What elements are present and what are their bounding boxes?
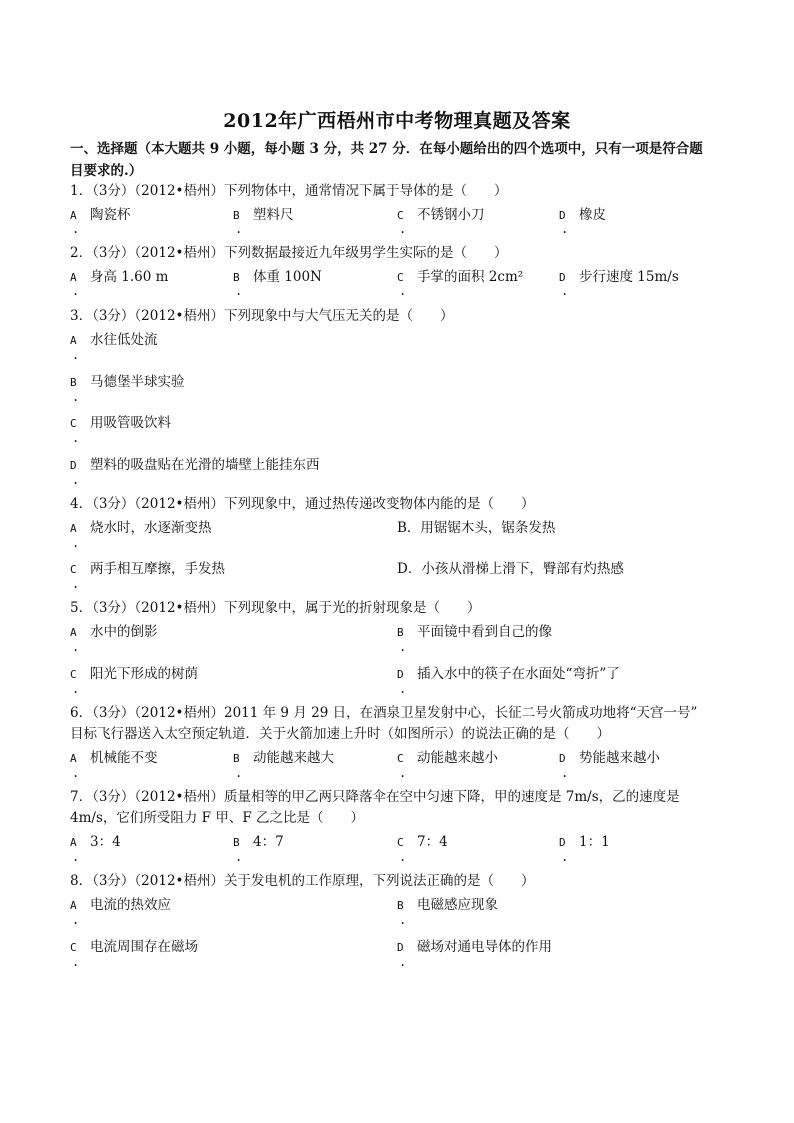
option-dot: . xyxy=(72,390,80,404)
option-dot: . xyxy=(235,850,243,864)
option-dot: . xyxy=(72,431,80,445)
question-3-stem: 3．（3分）（2012•梧州）下列现象中与大气压无关的是（ ） xyxy=(70,308,454,324)
question-2-option-c: C 手掌的面积 2cm² xyxy=(397,269,524,285)
question-8-stem: 8．（3分）（2012•梧州）关于发电机的工作原理，下列说法正确的是（ ） xyxy=(70,873,535,889)
question-6-stem-line2: 目标飞行器送入太空预定轨道．关于火箭加速上升时（如图所示）的说法正确的是（ ） xyxy=(70,726,610,742)
section-heading-line1: 一、选择题（本大题共 9 小题，每小题 3 分，共 27 分．在每小题给出的四个选项中，只有一项是符合题 xyxy=(70,141,703,157)
option-dot: . xyxy=(72,222,80,236)
question-3-option-c: C 用吸管吸饮料 xyxy=(70,415,171,431)
option-dot: . xyxy=(399,955,407,969)
question-5-option-b: B 平面镜中看到自己的像 xyxy=(397,624,552,640)
question-6-option-a: A 机械能不变 xyxy=(70,750,158,766)
question-2-option-b: B 体重 100N xyxy=(233,269,322,285)
question-4-option-c: C 两手相互摩擦，手发热 xyxy=(70,561,225,577)
option-dot: . xyxy=(72,473,80,487)
option-dot: . xyxy=(399,766,407,780)
question-5-option-a: A 水中的倒影 xyxy=(70,624,158,640)
section-heading xyxy=(70,138,730,182)
option-dot: . xyxy=(561,850,569,864)
question-3-option-b: B 马德堡半球实验 xyxy=(70,374,185,390)
option-dot: . xyxy=(72,913,80,927)
question-7-stem-line2: 4m/s，它们所受阻力 F 甲、F 乙之比是（ ） xyxy=(70,810,364,826)
question-6-stem-line1: 6．（3分）（2012•梧州）2011 年 9 月 29 日，在酒泉卫星发射中心，长征二号火箭成功地将“天宫一号” xyxy=(70,705,698,721)
question-8-option-c: C 电流周围存在磁场 xyxy=(70,939,198,955)
option-dot: . xyxy=(72,766,80,780)
question-2-option-a: A 身高 1.60 m xyxy=(70,269,169,285)
question-6-option-c: C 动能越来越小 xyxy=(397,750,498,766)
question-7-option-b: B 4：7 xyxy=(233,834,284,850)
question-7-stem-line1: 7．（3分）（2012•梧州）质量相等的甲乙两只降落伞在空中匀速下降，甲的速度是 7m/s，乙的速度是 xyxy=(70,789,680,805)
question-7-option-d: D 1：1 xyxy=(559,834,610,850)
question-3-option-a: A 水往低处流 xyxy=(70,332,158,348)
option-dot: . xyxy=(399,222,407,236)
question-8-option-a: A 电流的热效应 xyxy=(70,897,171,913)
question-1-option-a: A 陶瓷杯 xyxy=(70,207,131,223)
question-2-option-d: D 步行速度 15m/s xyxy=(559,269,679,285)
question-1-option-d: D 橡皮 xyxy=(559,207,606,223)
option-dot: . xyxy=(399,850,407,864)
question-5-option-d: D 插入水中的筷子在水面处“弯折”了 xyxy=(397,666,620,682)
option-dot: . xyxy=(72,955,80,969)
question-4-option-a: A 烧水时，水逐渐变热 xyxy=(70,520,212,536)
option-dot: . xyxy=(72,348,80,362)
question-4-stem: 4．（3分）（2012•梧州）下列现象中，通过热传递改变物体内能的是（ ） xyxy=(70,496,535,512)
option-dot: . xyxy=(235,766,243,780)
question-1-stem: 1．（3分）（2012•梧州）下列物体中，通常情况下属于导体的是（ ） xyxy=(70,183,508,199)
question-8-option-d: D 磁场对通电导体的作用 xyxy=(397,939,552,955)
option-dot: . xyxy=(561,284,569,298)
question-7-option-c: C 7：4 xyxy=(397,834,448,850)
question-5-stem: 5．（3分）（2012•梧州）下列现象中，属于光的折射现象是（ ） xyxy=(70,600,481,616)
question-5-option-c: C 阳光下形成的树荫 xyxy=(70,666,198,682)
option-dot: . xyxy=(72,682,80,696)
question-1-option-b: B 塑料尺 xyxy=(233,207,294,223)
option-dot: . xyxy=(561,766,569,780)
option-dot: . xyxy=(399,682,407,696)
page-title: 2012年广西梧州市中考物理真题及答案 xyxy=(223,110,571,132)
section-heading-line2: 目要求的.） xyxy=(70,163,143,179)
question-1-option-c: C 不锈钢小刀 xyxy=(397,207,485,223)
option-dot: . xyxy=(72,577,80,591)
question-8-option-b: B 电磁感应现象 xyxy=(397,897,498,913)
question-4-option-b: B．用锯锯木头，锯条发热 xyxy=(397,520,556,536)
question-2-stem: 2．（3分）（2012•梧州）下列数据最接近九年级男学生实际的是（ ） xyxy=(70,245,508,261)
option-dot: . xyxy=(561,222,569,236)
question-7-option-a: A 3：4 xyxy=(70,834,121,850)
option-dot: . xyxy=(72,850,80,864)
option-dot: . xyxy=(72,640,80,654)
option-dot: . xyxy=(72,284,80,298)
option-dot: . xyxy=(399,284,407,298)
option-dot: . xyxy=(235,222,243,236)
question-6-option-b: B 动能越来越大 xyxy=(233,750,334,766)
question-4-option-d: D．小孩从滑梯上滑下，臀部有灼热感 xyxy=(397,561,624,577)
option-dot: . xyxy=(399,640,407,654)
option-dot: . xyxy=(399,913,407,927)
question-3-option-d: D 塑料的吸盘贴在光滑的墙壁上能挂东西 xyxy=(70,457,320,473)
question-6-option-d: D 势能越来越小 xyxy=(559,750,660,766)
option-dot: . xyxy=(72,536,80,550)
option-dot: . xyxy=(235,284,243,298)
